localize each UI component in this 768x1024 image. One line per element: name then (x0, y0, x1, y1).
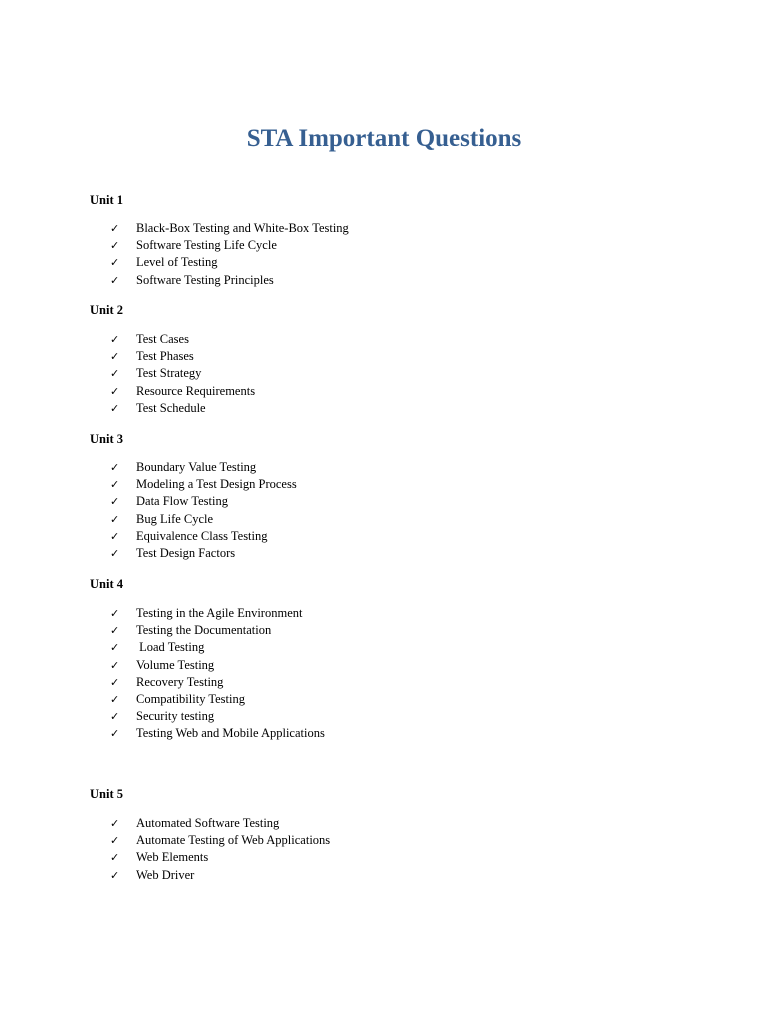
list-item: ✓ Bug Life Cycle (110, 511, 214, 526)
list-item: ✓ Testing the Documentation (110, 623, 272, 638)
check-icon: ✓ (110, 868, 120, 882)
check-icon: ✓ (110, 727, 120, 741)
check-icon: ✓ (110, 641, 120, 655)
check-icon: ✓ (110, 273, 120, 287)
list-item: ✓ Volume Testing (110, 657, 215, 672)
unit-2-list (110, 331, 255, 417)
list-item: ✓ Software Testing Life Cycle (110, 238, 277, 253)
check-icon: ✓ (110, 512, 120, 526)
list-item: ✓ Resource Requirements (110, 383, 256, 398)
list-item: ✓ Recovery Testing (110, 674, 224, 689)
check-icon: ✓ (110, 529, 120, 543)
list-item: ✓ Black-Box Testing and White-Box Testing (110, 221, 349, 236)
check-icon: ✓ (110, 658, 120, 672)
list-item: ✓ Test Strategy (110, 366, 202, 381)
check-icon: ✓ (110, 333, 120, 347)
unit-heading-4: Unit 4 (90, 577, 123, 591)
unit-heading-2: Unit 2 (90, 303, 123, 317)
check-icon: ✓ (110, 693, 120, 707)
list-item: ✓ Web Driver (110, 867, 195, 882)
check-icon: ✓ (110, 478, 120, 492)
check-icon: ✓ (110, 256, 120, 270)
unit-1-list (110, 220, 349, 289)
list-item: ✓ Testing in the Agile Environment (110, 606, 303, 621)
check-icon: ✓ (110, 851, 120, 865)
unit-4-list (110, 605, 325, 743)
check-icon: ✓ (110, 624, 120, 638)
unit-heading-1: Unit 1 (90, 193, 123, 207)
check-icon: ✓ (110, 607, 120, 621)
check-icon: ✓ (110, 675, 120, 689)
list-item: ✓ Automate Testing of Web Applications (110, 833, 331, 848)
check-icon: ✓ (110, 367, 120, 381)
list-item: ✓ Test Cases (110, 332, 189, 347)
list-item: ✓ Testing Web and Mobile Applications (110, 726, 325, 741)
check-icon: ✓ (110, 817, 120, 831)
list-item: ✓ Equivalence Class Testing (110, 528, 268, 543)
list-item: ✓ Web Elements (110, 850, 209, 865)
list-item: ✓ Data Flow Testing (110, 494, 228, 509)
check-icon: ✓ (110, 239, 120, 253)
unit-heading-5: Unit 5 (90, 787, 123, 801)
list-item: ✓ Load Testing (110, 640, 205, 655)
unit-5-list (110, 815, 330, 884)
list-item: ✓ Modeling a Test Design Process (110, 477, 297, 492)
list-item: ✓ Test Schedule (110, 400, 206, 415)
list-item: ✓ Test Design Factors (110, 545, 236, 561)
check-icon: ✓ (110, 495, 120, 509)
list-item: ✓ Software Testing Principles (110, 272, 274, 287)
unit-3-list (110, 459, 297, 562)
list-item: ✓ Level of Testing (110, 255, 218, 270)
check-icon: ✓ (110, 461, 120, 475)
list-item: ✓ Automated Software Testing (110, 816, 280, 831)
check-icon: ✓ (110, 384, 120, 398)
check-icon: ✓ (110, 222, 120, 236)
list-item: ✓ Test Phases (110, 349, 194, 364)
list-item: ✓ Compatibility Testing (110, 691, 245, 707)
page-title: STA Important Questions (246, 125, 522, 152)
check-icon: ✓ (110, 401, 120, 415)
check-icon: ✓ (110, 547, 120, 561)
list-item: ✓ Security testing (110, 709, 215, 724)
check-icon: ✓ (110, 834, 120, 848)
check-icon: ✓ (110, 350, 120, 364)
list-item: ✓ Boundary Value Testing (110, 460, 257, 475)
unit-heading-3: Unit 3 (90, 432, 123, 446)
check-icon: ✓ (110, 710, 120, 724)
